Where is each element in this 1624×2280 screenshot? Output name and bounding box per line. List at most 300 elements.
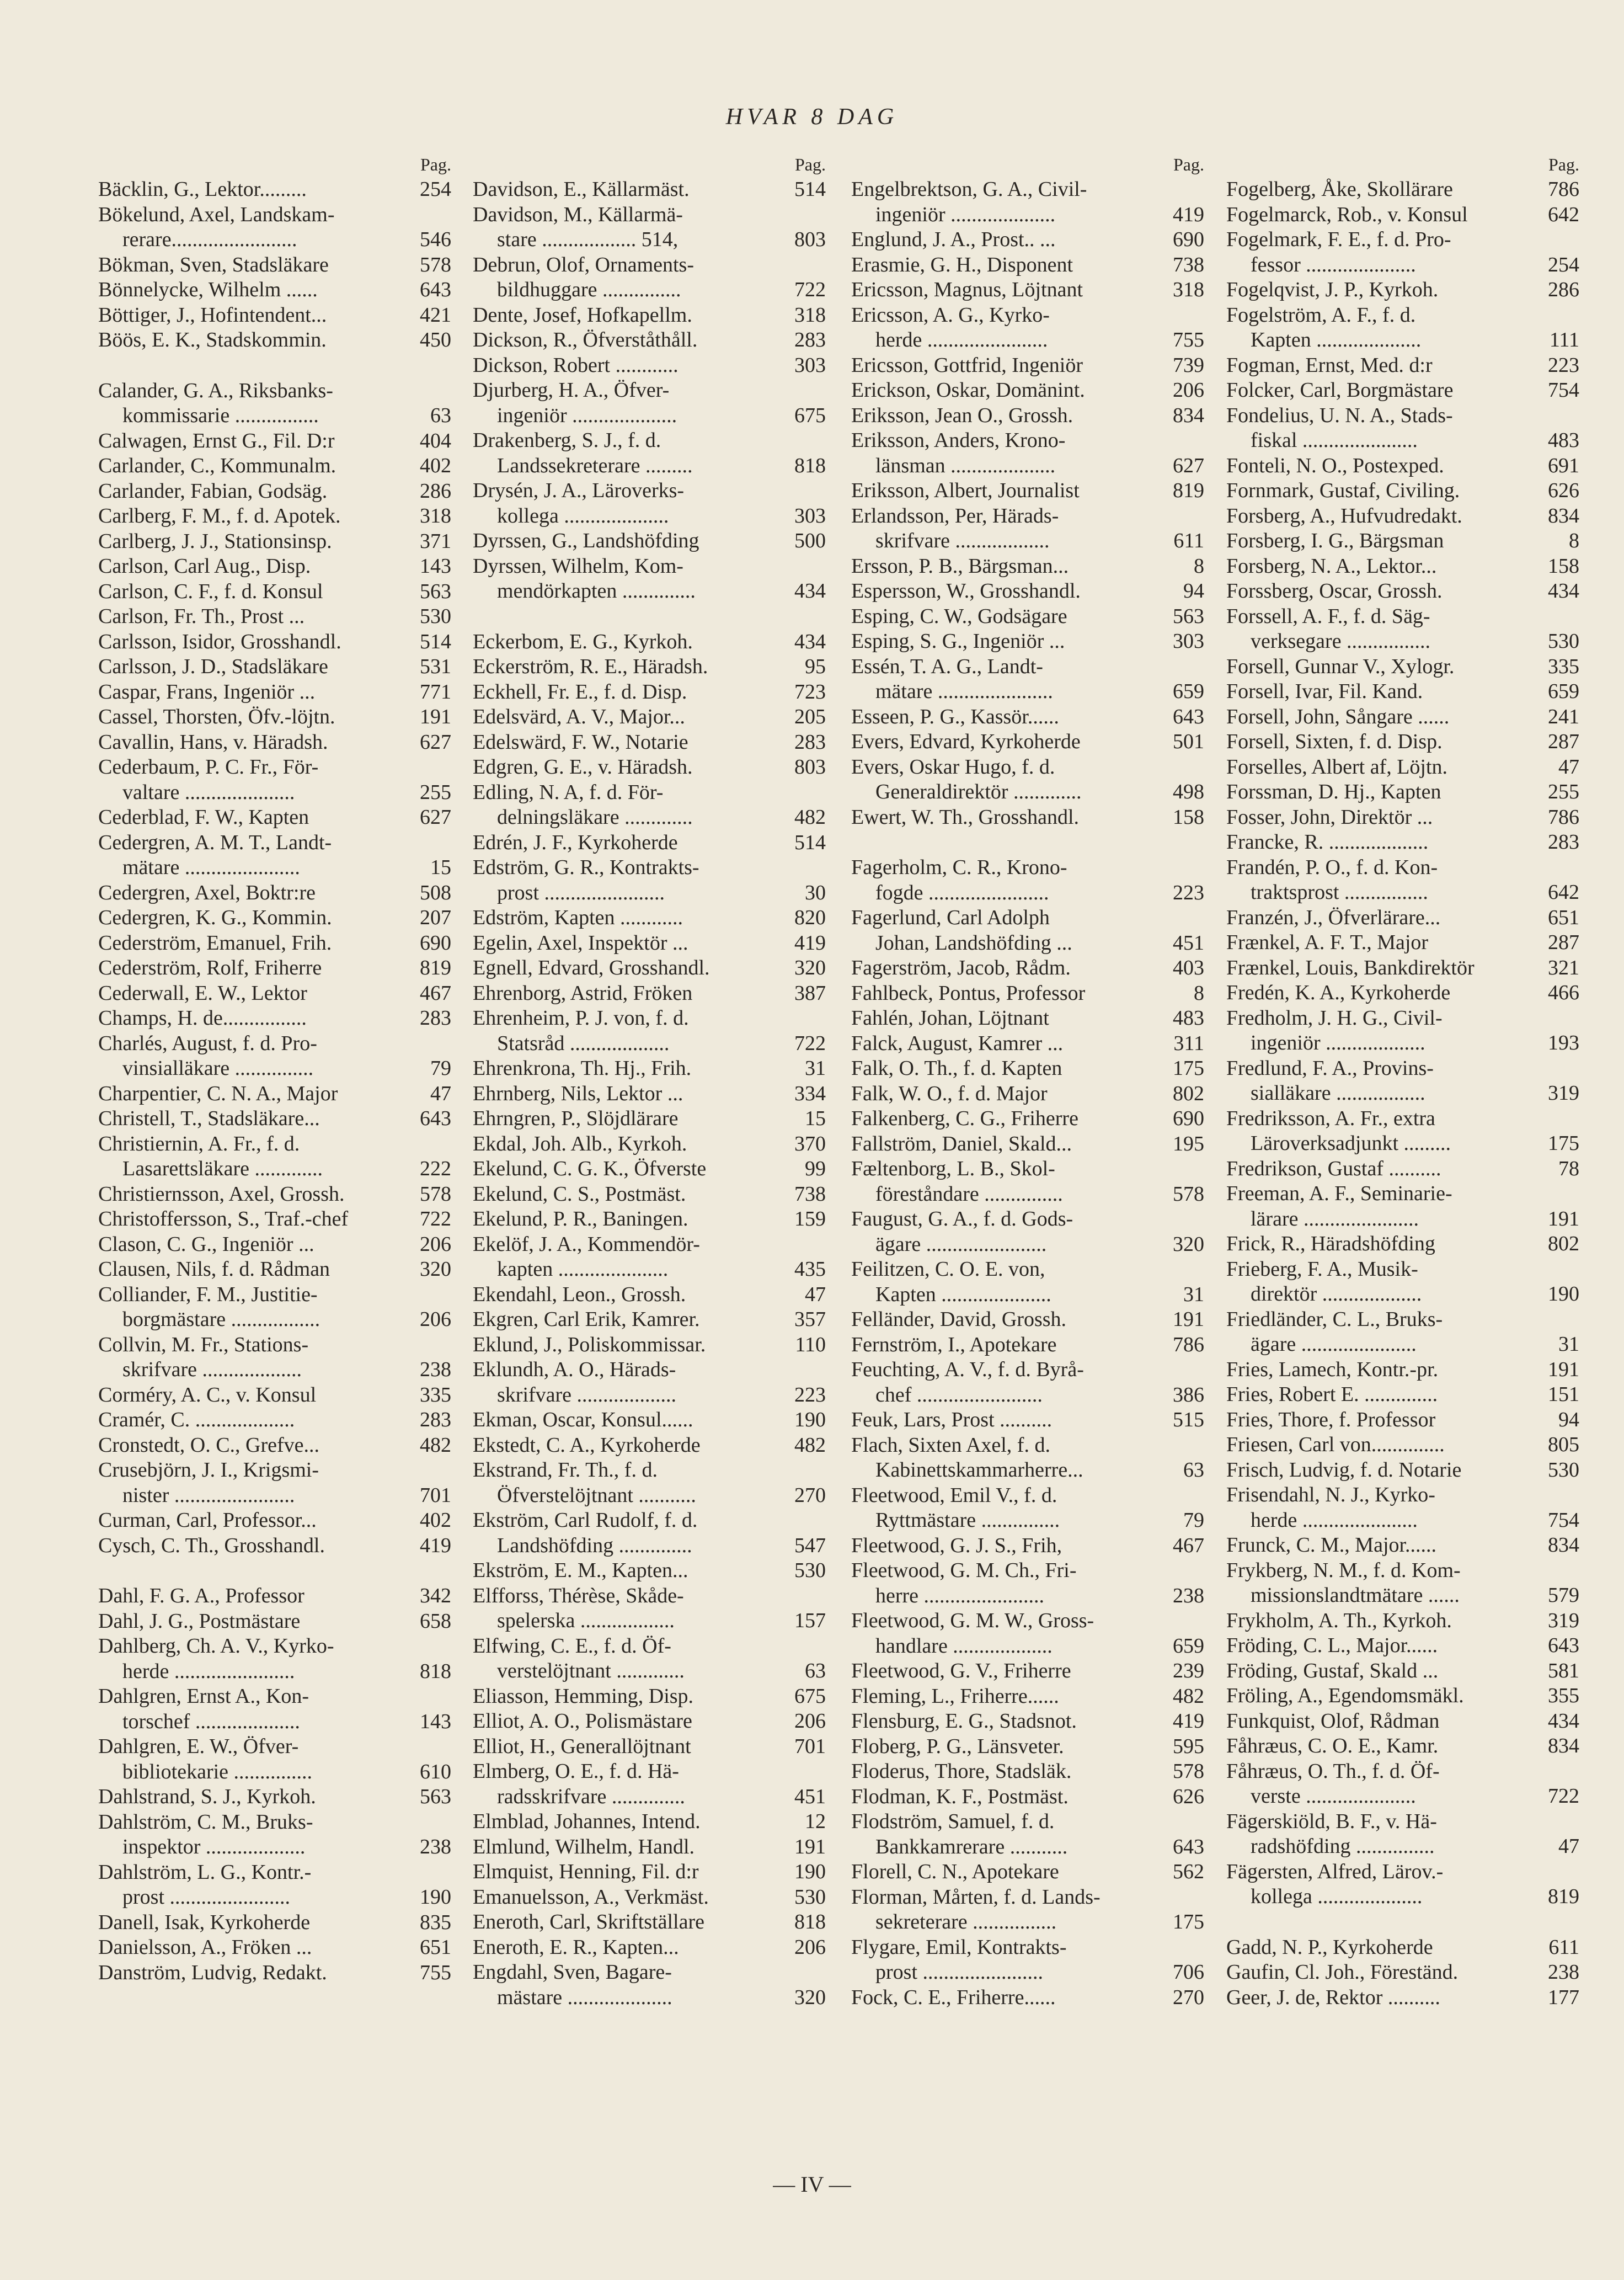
index-entry xyxy=(473,353,826,379)
entry-page-ref: 579 xyxy=(1548,1584,1579,1607)
entry-continuation: sialläkare ................. xyxy=(1251,1082,1425,1105)
entry-page-ref: 143 xyxy=(420,555,451,578)
entry-name: Corméry, A. C., v. Konsul xyxy=(98,1383,317,1407)
index-entry xyxy=(1226,705,1579,730)
index-entry xyxy=(98,1533,451,1559)
index-entry xyxy=(98,1910,451,1936)
index-entry xyxy=(1226,403,1579,454)
entry-page-ref: 320 xyxy=(794,956,826,979)
index-entry xyxy=(1226,378,1579,403)
entry-name: Christiernin, A. Fr., f. d. xyxy=(98,1132,300,1155)
index-entry xyxy=(98,554,451,579)
entry-name: Friesen, Carl von.............. xyxy=(1226,1433,1445,1456)
entry-name: Cederström, Emanuel, Frih. xyxy=(98,931,332,955)
index-entry xyxy=(1226,654,1579,680)
index-entry xyxy=(473,1860,826,1885)
entry-name: Ericsson, A. G., Kyrko- xyxy=(851,303,1050,327)
entry-continuation: kommissarie ................ xyxy=(122,404,319,427)
entry-continuation: verstelöjtnant ............. xyxy=(497,1659,685,1682)
entry-page-ref: 158 xyxy=(1173,805,1204,829)
index-entry xyxy=(1226,1458,1579,1483)
entry-name: Davidson, E., Källarmäst. xyxy=(473,178,690,201)
entry-name: Faugust, G. A., f. d. Gods- xyxy=(851,1207,1073,1230)
entry-name: Edrén, J. F., Kyrkoherde xyxy=(473,830,678,854)
entry-page-ref: 819 xyxy=(1173,479,1204,502)
index-entry xyxy=(1226,1382,1579,1408)
index-entry xyxy=(473,1207,826,1232)
entry-name: Bökman, Sven, Stadsläkare xyxy=(98,253,329,276)
entry-page-ref: 303 xyxy=(794,504,826,528)
index-entry xyxy=(851,1333,1204,1358)
entry-page-ref: 435 xyxy=(794,1258,826,1281)
entry-page-ref: 819 xyxy=(420,956,451,979)
entry-name: Charlés, August, f. d. Pro- xyxy=(98,1031,317,1055)
entry-page-ref: 771 xyxy=(420,680,451,704)
entry-page-ref: 355 xyxy=(1548,1684,1579,1707)
index-entry xyxy=(98,630,451,655)
index-entry xyxy=(473,1885,826,1910)
entry-name: Gadd, N. P., Kyrkoherde xyxy=(1226,1935,1433,1959)
entry-name: Felländer, David, Grossh. xyxy=(851,1308,1067,1331)
entry-name: Fägersten, Alfred, Lärov.- xyxy=(1226,1860,1444,1883)
entry-page-ref: 47 xyxy=(805,1282,826,1306)
entry-continuation: mästare .................... xyxy=(497,1985,672,2009)
entry-name: Djurberg, H. A., Öfver- xyxy=(473,379,670,402)
entry-page-ref: 79 xyxy=(430,1057,451,1080)
section-spacer xyxy=(1226,1910,1579,1935)
index-entry xyxy=(473,1232,826,1282)
entry-page-ref: 643 xyxy=(1173,1835,1204,1858)
entry-name: Feilitzen, C. O. E. von, xyxy=(851,1258,1045,1281)
index-entry xyxy=(473,830,826,856)
entry-name: Cederbaum, P. C. Fr., För- xyxy=(98,755,319,779)
entry-name: Englund, J. A., Prost.. ... xyxy=(851,228,1056,251)
entry-name: Fagerström, Jacob, Rådm. xyxy=(851,956,1071,979)
index-entry xyxy=(98,1609,451,1634)
entry-page-ref: 255 xyxy=(420,780,451,804)
page-number: — IV — xyxy=(773,2172,851,2197)
entry-page-ref: 239 xyxy=(1173,1659,1204,1682)
index-entry xyxy=(473,554,826,604)
entry-page-ref: 78 xyxy=(1558,1157,1579,1180)
index-entry xyxy=(98,1257,451,1282)
entry-name: Frandén, P. O., f. d. Kon- xyxy=(1226,855,1438,879)
entry-page-ref: 255 xyxy=(1548,780,1579,803)
index-entry xyxy=(473,931,826,956)
entry-name: Danström, Ludvig, Redakt. xyxy=(98,1961,327,1984)
index-entry xyxy=(98,203,451,253)
entry-continuation: verste ..................... xyxy=(1251,1784,1416,1808)
entry-page-ref: 31 xyxy=(805,1057,826,1080)
entry-page-ref: 659 xyxy=(1173,1634,1204,1658)
index-entry xyxy=(851,1106,1204,1132)
entry-name: Carlander, Fabian, Godsäg. xyxy=(98,479,328,503)
entry-page-ref: 803 xyxy=(794,228,826,251)
entry-page-ref: 738 xyxy=(794,1182,826,1206)
entry-name: Engelbrektson, G. A., Civil- xyxy=(851,178,1087,201)
index-entry xyxy=(851,1809,1204,1860)
entry-page-ref: 320 xyxy=(794,1985,826,2009)
entry-page-ref: 547 xyxy=(794,1533,826,1557)
index-entry xyxy=(1226,855,1579,905)
entry-page-ref: 508 xyxy=(420,881,451,904)
index-entry xyxy=(98,177,451,203)
entry-page-ref: 303 xyxy=(1173,630,1204,653)
index-entry xyxy=(851,1357,1204,1408)
entry-name: Fleming, L., Friherre...... xyxy=(851,1684,1059,1708)
entry-name: Feuk, Lars, Prost .......... xyxy=(851,1408,1053,1431)
index-entry xyxy=(473,1960,826,2010)
entry-continuation: Bankkamrerare ........... xyxy=(875,1835,1068,1858)
entry-name: Elliot, H., Generallöjtnant xyxy=(473,1734,691,1758)
entry-continuation: ägare ....................... xyxy=(875,1232,1047,1256)
entry-page-ref: 31 xyxy=(1558,1333,1579,1356)
index-entry xyxy=(98,830,451,881)
index-entry xyxy=(1226,1985,1579,2011)
entry-page-ref: 222 xyxy=(420,1157,451,1180)
index-entry xyxy=(98,1860,451,1910)
entry-page-ref: 434 xyxy=(794,630,826,653)
entry-name: Bönnelycke, Wilhelm ...... xyxy=(98,278,318,301)
entry-page-ref: 47 xyxy=(1558,755,1579,779)
entry-page-ref: 651 xyxy=(1548,905,1579,929)
entry-page-ref: 190 xyxy=(794,1860,826,1883)
entry-page-ref: 287 xyxy=(1548,730,1579,753)
entry-name: Evers, Edvard, Kyrkoherde xyxy=(851,730,1081,753)
entry-name: Elfforss, Thérèse, Skåde- xyxy=(473,1584,684,1607)
entry-page-ref: 642 xyxy=(1548,203,1579,226)
entry-page-ref: 530 xyxy=(420,605,451,628)
index-entry xyxy=(851,1608,1204,1659)
entry-continuation: mätare ...................... xyxy=(875,680,1053,703)
index-entry xyxy=(851,353,1204,379)
entry-name: Florman, Mårten, f. d. Lands- xyxy=(851,1885,1101,1909)
entry-page-ref: 79 xyxy=(1183,1509,1204,1532)
index-entry xyxy=(1226,353,1579,379)
entry-name: Dahl, F. G. A., Professor xyxy=(98,1584,304,1607)
index-entry xyxy=(98,1508,451,1533)
entry-name: Eriksson, Anders, Krono- xyxy=(851,429,1066,452)
index-entry xyxy=(1226,504,1579,529)
entry-name: Egelin, Axel, Inspektör ... xyxy=(473,931,688,955)
entry-name: Fredrikson, Gustaf .......... xyxy=(1226,1157,1441,1180)
index-entry xyxy=(851,1056,1204,1082)
entry-page-ref: 303 xyxy=(794,353,826,377)
entry-page-ref: 450 xyxy=(420,328,451,351)
entry-continuation: skrifvare .................. xyxy=(875,529,1050,552)
entry-page-ref: 805 xyxy=(1548,1433,1579,1456)
entry-page-ref: 834 xyxy=(1548,1734,1579,1757)
entry-page-ref: 157 xyxy=(794,1609,826,1632)
index-entry xyxy=(473,1006,826,1056)
entry-name: Floderus, Thore, Stadsläk. xyxy=(851,1760,1072,1783)
entry-page-ref: 318 xyxy=(794,303,826,327)
entry-name: Fries, Lamech, Kontr.-pr. xyxy=(1226,1357,1439,1381)
entry-page-ref: 335 xyxy=(420,1383,451,1407)
index-entry xyxy=(1226,1307,1579,1357)
entry-continuation: stare .................. 514, xyxy=(497,228,679,251)
index-entry xyxy=(1226,278,1579,303)
entry-name: Dahlström, C. M., Bruks- xyxy=(98,1810,313,1834)
entry-continuation: Landshöfding .............. xyxy=(497,1533,692,1557)
entry-name: Ekstrand, Fr. Th., f. d. xyxy=(473,1458,658,1482)
entry-name: Dickson, R., Öfverståthåll. xyxy=(473,328,698,351)
entry-page-ref: 320 xyxy=(420,1258,451,1281)
entry-page-ref: 342 xyxy=(420,1584,451,1607)
entry-page-ref: 818 xyxy=(794,1910,826,1933)
index-entry xyxy=(1226,1809,1579,1860)
entry-continuation: kollega .................... xyxy=(1251,1885,1423,1908)
index-entry xyxy=(1226,1408,1579,1433)
entry-name: Fredholm, J. H. G., Civil- xyxy=(1226,1006,1443,1030)
index-entry xyxy=(473,1935,826,1961)
index-entry xyxy=(1226,930,1579,956)
entry-name: Flygare, Emil, Kontrakts- xyxy=(851,1935,1067,1959)
index-entry xyxy=(851,1132,1204,1157)
entry-page-ref: 283 xyxy=(420,1408,451,1431)
entry-page-ref: 335 xyxy=(1548,654,1579,678)
index-entry xyxy=(1226,1483,1579,1533)
index-entry xyxy=(473,905,826,931)
index-entry xyxy=(851,654,1204,705)
entry-page-ref: 320 xyxy=(1173,1232,1204,1256)
index-entry xyxy=(851,855,1204,905)
entry-continuation: lärare ...................... xyxy=(1251,1207,1419,1230)
entry-page-ref: 501 xyxy=(1173,730,1204,753)
entry-page-ref: 626 xyxy=(1173,1784,1204,1808)
entry-name: Frisendahl, N. J., Kyrko- xyxy=(1226,1483,1435,1506)
index-entry xyxy=(473,1558,826,1584)
entry-name: Fahlbeck, Pontus, Professor xyxy=(851,981,1086,1005)
entry-name: Edelsvärd, A. V., Major... xyxy=(473,705,685,728)
index-entry xyxy=(1226,981,1579,1006)
pag-header: Pag. xyxy=(420,155,451,174)
index-entry xyxy=(851,1684,1204,1709)
entry-page-ref: 241 xyxy=(1548,705,1579,728)
entry-continuation: direktör ................... xyxy=(1251,1282,1422,1306)
entry-page-ref: 434 xyxy=(794,579,826,603)
entry-name: Fleetwood, G. J. S., Frih, xyxy=(851,1533,1062,1557)
index-entry xyxy=(98,1383,451,1408)
entry-name: Dahlgren, E. W., Öfver- xyxy=(98,1735,299,1758)
entry-page-ref: 319 xyxy=(1548,1082,1579,1105)
entry-page-ref: 834 xyxy=(1548,504,1579,528)
entry-page-ref: 675 xyxy=(794,403,826,427)
entry-page-ref: 223 xyxy=(794,1383,826,1407)
entry-name: Cysch, C. Th., Grosshandl. xyxy=(98,1533,325,1557)
entry-page-ref: 47 xyxy=(430,1082,451,1105)
entry-page-ref: 143 xyxy=(420,1709,451,1733)
entry-continuation: herde ....................... xyxy=(875,328,1048,351)
index-column-3 xyxy=(851,152,1204,2010)
entry-continuation: ingeniör .................... xyxy=(497,403,677,427)
index-entry xyxy=(98,1232,451,1258)
entry-name: Elliot, A. O., Polismästare xyxy=(473,1709,692,1733)
index-entry xyxy=(1226,905,1579,931)
entry-name: Falk, O. Th., f. d. Kapten xyxy=(851,1057,1062,1080)
entry-page-ref: 190 xyxy=(794,1408,826,1431)
entry-name: Carlson, Fr. Th., Prost ... xyxy=(98,605,305,628)
index-entry xyxy=(98,981,451,1006)
entry-page-ref: 581 xyxy=(1548,1659,1579,1682)
entry-name: Edelswärd, F. W., Notarie xyxy=(473,730,688,754)
section-spacer xyxy=(98,353,451,379)
entry-page-ref: 626 xyxy=(1548,479,1579,502)
entry-page-ref: 402 xyxy=(420,1509,451,1532)
entry-page-ref: 530 xyxy=(1548,630,1579,653)
entry-page-ref: 195 xyxy=(1173,1132,1204,1155)
entry-name: Forssberg, Oscar, Grossh. xyxy=(1226,579,1443,603)
index-entry xyxy=(473,981,826,1006)
index-entry xyxy=(473,1433,826,1458)
index-entry xyxy=(1226,1257,1579,1307)
index-entry xyxy=(1226,177,1579,203)
index-entry xyxy=(1226,780,1579,805)
entry-continuation: Läroverksadjunkt ......... xyxy=(1251,1132,1451,1155)
entry-name: Feuchting, A. V., f. d. Byrå- xyxy=(851,1358,1084,1381)
index-entry xyxy=(851,554,1204,579)
pag-header: Pag. xyxy=(1173,155,1204,174)
index-entry xyxy=(1226,1232,1579,1257)
entry-page-ref: 403 xyxy=(1173,956,1204,979)
index-entry xyxy=(851,1433,1204,1483)
entry-page-ref: 659 xyxy=(1173,680,1204,703)
entry-continuation: fessor ..................... xyxy=(1251,253,1416,276)
entry-page-ref: 321 xyxy=(1548,956,1579,979)
entry-page-ref: 722 xyxy=(1548,1784,1579,1808)
entry-continuation: nister ....................... xyxy=(122,1483,295,1507)
entry-name: Essén, T. A. G., Landt- xyxy=(851,654,1043,678)
index-entry xyxy=(1226,1659,1579,1684)
entry-page-ref: 158 xyxy=(1548,554,1579,578)
index-entry xyxy=(851,1759,1204,1784)
entry-name: Ehrenheim, P. J. von, f. d. xyxy=(473,1006,689,1030)
entry-page-ref: 191 xyxy=(420,705,451,728)
index-entry xyxy=(473,1307,826,1333)
entry-page-ref: 578 xyxy=(1173,1760,1204,1783)
entry-name: Ekelund, C. G. K., Öfverste xyxy=(473,1157,707,1180)
index-entry xyxy=(473,1408,826,1433)
entry-page-ref: 8 xyxy=(1569,529,1579,552)
entry-name: Fogelmark, F. E., f. d. Pro- xyxy=(1226,228,1451,251)
index-entry xyxy=(851,1483,1204,1533)
entry-page-ref: 419 xyxy=(1173,1709,1204,1733)
index-entry xyxy=(98,654,451,680)
entry-name: Eklundh, A. O., Härads- xyxy=(473,1358,676,1381)
entry-name: Ehrnberg, Nils, Lektor ... xyxy=(473,1082,683,1105)
entry-page-ref: 12 xyxy=(805,1810,826,1833)
entry-page-ref: 63 xyxy=(1183,1458,1204,1482)
entry-page-ref: 530 xyxy=(1548,1458,1579,1482)
entry-page-ref: 8 xyxy=(1194,981,1204,1005)
entry-page-ref: 818 xyxy=(794,454,826,477)
entry-page-ref: 111 xyxy=(1549,328,1579,351)
entry-page-ref: 205 xyxy=(794,705,826,728)
entry-name: Fröling, A., Egendomsmäkl. xyxy=(1226,1684,1464,1707)
entry-page-ref: 238 xyxy=(420,1835,451,1858)
entry-page-ref: 191 xyxy=(794,1835,826,1858)
entry-page-ref: 270 xyxy=(1173,1985,1204,2009)
entry-page-ref: 311 xyxy=(1173,1031,1204,1055)
index-entry xyxy=(1226,604,1579,654)
entry-page-ref: 498 xyxy=(1173,780,1204,803)
index-entry xyxy=(851,1031,1204,1057)
entry-name: Ekgren, Carl Erik, Kamrer. xyxy=(473,1308,700,1331)
section-spacer xyxy=(851,830,1204,855)
entry-name: Ericsson, Magnus, Löjtnant xyxy=(851,278,1083,301)
entry-page-ref: 755 xyxy=(420,1961,451,1984)
index-entry xyxy=(1226,454,1579,479)
entry-name: Forssman, D. Hj., Kapten xyxy=(1226,780,1441,803)
entry-name: Freeman, A. F., Seminarie- xyxy=(1226,1182,1452,1205)
entry-page-ref: 627 xyxy=(420,806,451,829)
entry-continuation: Kapten ..................... xyxy=(875,1282,1051,1306)
entry-name: Fries, Thore, f. Professor xyxy=(1226,1408,1436,1431)
entry-continuation: herde ....................... xyxy=(122,1659,295,1683)
entry-name: Eckerström, R. E., Häradsh. xyxy=(473,655,708,678)
entry-name: Fredén, K. A., Kyrkoherde xyxy=(1226,981,1451,1004)
entry-page-ref: 651 xyxy=(420,1936,451,1959)
index-entry xyxy=(473,755,826,780)
index-entry xyxy=(473,1082,826,1107)
index-entry xyxy=(1226,1157,1579,1182)
index-entry xyxy=(851,278,1204,303)
entry-page-ref: 223 xyxy=(1173,881,1204,904)
entry-page-ref: 419 xyxy=(420,1533,451,1557)
entry-page-ref: 739 xyxy=(1173,353,1204,377)
entry-page-ref: 47 xyxy=(1558,1835,1579,1858)
entry-name: Falk, W. O., f. d. Major xyxy=(851,1082,1048,1105)
entry-name: Cedergren, Axel, Boktr:re xyxy=(98,881,316,904)
entry-page-ref: 419 xyxy=(1173,203,1204,226)
entry-page-ref: 610 xyxy=(420,1760,451,1783)
entry-continuation: chef ........................ xyxy=(875,1383,1043,1407)
entry-continuation: sekreterare ................ xyxy=(875,1910,1057,1933)
entry-page-ref: 191 xyxy=(1548,1207,1579,1230)
index-entry xyxy=(851,303,1204,353)
entry-page-ref: 357 xyxy=(794,1308,826,1331)
index-entry xyxy=(98,1082,451,1107)
index-entry xyxy=(851,1257,1204,1307)
index-entry xyxy=(98,1182,451,1207)
entry-name: Ekström, E. M., Kapten... xyxy=(473,1559,688,1582)
index-entry xyxy=(1226,1960,1579,1985)
entry-name: Cronstedt, O. C., Grefve... xyxy=(98,1433,320,1457)
entry-name: Forsberg, I. G., Bärgsman xyxy=(1226,529,1444,552)
entry-name: Franzén, J., Öfverlärare... xyxy=(1226,905,1441,929)
entry-continuation: Generaldirektör ............. xyxy=(875,780,1082,803)
entry-continuation: Kapten .................... xyxy=(1251,328,1422,351)
index-entry xyxy=(98,1106,451,1132)
index-entry xyxy=(473,780,826,830)
entry-page-ref: 370 xyxy=(794,1132,826,1155)
index-entry xyxy=(473,428,826,478)
index-entry xyxy=(1226,679,1579,705)
entry-name: Edgren, G. E., v. Häradsh. xyxy=(473,755,693,779)
entry-page-ref: 207 xyxy=(420,906,451,929)
entry-page-ref: 31 xyxy=(1183,1282,1204,1306)
entry-page-ref: 177 xyxy=(1548,1985,1579,2009)
entry-continuation: missionslandtmätare ...... xyxy=(1251,1584,1460,1607)
entry-name: Dahl, J. G., Postmästare xyxy=(98,1609,301,1633)
entry-name: Frisch, Ludvig, f. d. Notarie xyxy=(1226,1458,1462,1482)
index-entry xyxy=(98,1935,451,1961)
index-entry xyxy=(851,755,1204,805)
entry-page-ref: 371 xyxy=(420,529,451,553)
index-entry xyxy=(98,429,451,454)
index-entry xyxy=(473,378,826,428)
entry-name: Eneroth, Carl, Skriftställare xyxy=(473,1910,704,1933)
